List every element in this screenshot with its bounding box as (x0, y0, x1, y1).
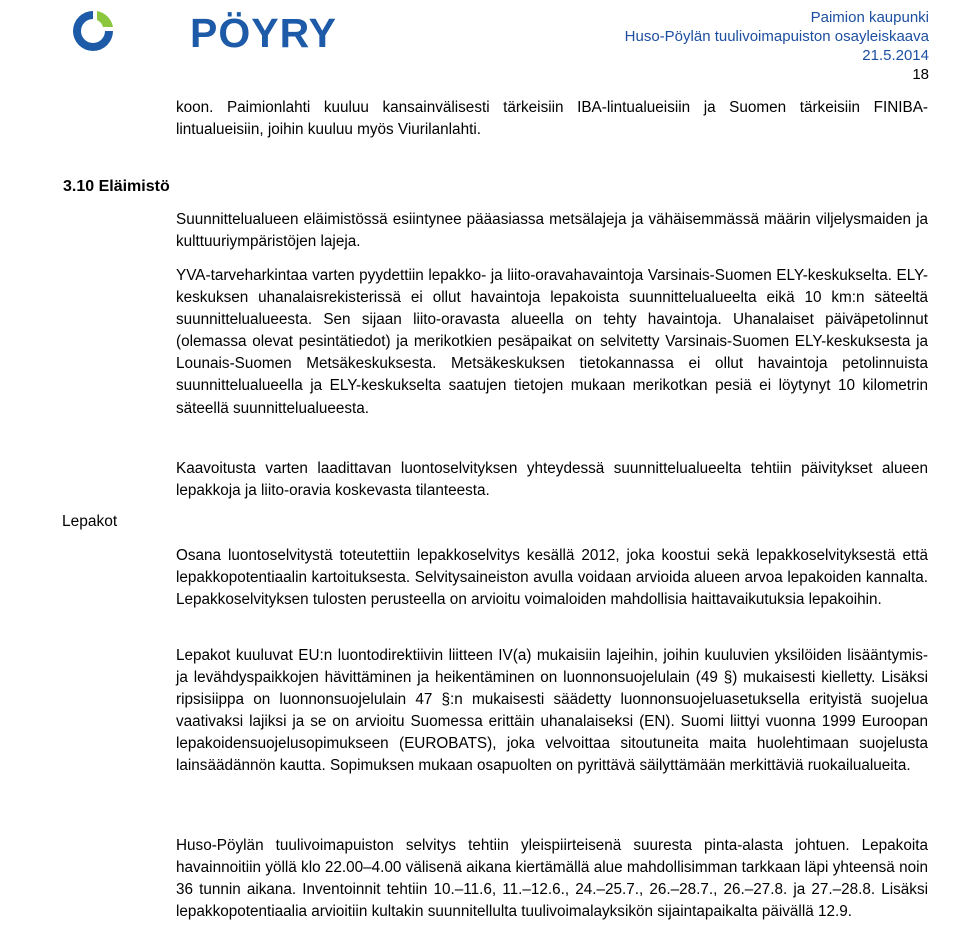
paragraph-6: Huso-Pöylän tuulivoimapuiston selvitys tehtiin yleispiirteisenä suuresta pinta-alasta johtuen. Lepakoita havainnoitiin yöllä klo 22.00–4.00 välisenä aikana kiertämällä alue mahdollisimman tarkkaan läpi yhteensä noin 36 tunnin aikana. Inventoinnit tehtiin 10.–11.6, 11.–12.6., 24.–25.7., 26.–28.7., 26.–27.8. ja 27.–28.8. Lisäksi lepakkopotentiaalia arvioitiin kultakin suunnitellulta tuulivoimalayksikön sijaintapaikalta päivällä 12.9. (176, 837, 928, 921)
paragraph-2: YVA-tarveharkintaa varten pyydettiin lepakko- ja liito-oravahavaintoja Varsinais-Suomen ELY-keskukselta. ELY-keskuksen uhanalaisrekisterissä ei ollut havaintoja lepakoista suunnittelualueelta eikä 10 km:n säteeltä suunnittelualueesta. Sen sijaan liito-oravasta alueella on tehty havaintoja. Uhanalaiset päiväpetolinnut (olemassa olevat pesintätiedot) ja merikotkien pesäpaikat on selvitetty Varsinais-Suomen ELY-keskuksesta ja Lounais-Suomen Metsäkeskuksesta. Metsäkeskuksen tietokannassa ei ollut havaintoja petolinnuista suunnittelualueella ja ELY-keskukselta saatujen tietojen mukaan merikotkan pesiä ei löytynyt 10 kilometrin säteellä suunnittelualueesta. (176, 267, 928, 417)
paragraph-3: Kaavoitusta varten laadittavan luontoselvityksen yhteydessä suunnittelualueelta tehtiin päivitykset alueen lepakkoja ja liito-oravia koskevasta tilanteesta. (176, 460, 928, 500)
page-number: 18 (912, 66, 929, 83)
document-header (625, 8, 929, 65)
paragraph-intro: koon. Paimionlahti kuuluu kansainvälisesti tärkeisiin IBA-lintualueisiin ja Suomen tärkeisiin FINIBA-lintualueisiin, joihin kuuluu myös Viurilanlahti. (176, 99, 928, 139)
poyry-logo (70, 8, 338, 56)
sidebar-label-lepakot: Lepakot (62, 513, 118, 530)
poyry-logo-icon (70, 8, 116, 54)
document-date: 21.5.2014 (862, 47, 929, 64)
logo-wordmark: PÖYRY (190, 10, 338, 56)
paragraph-4: Osana luontoselvitystä toteutettiin lepakkoselvitys kesällä 2012, joka koostui sekä lepakkoselvityksestä että lepakkopotentiaalin kartoituksesta. Selvitysaineiston avulla voidaan arvioida alueen arvoa lepakoiden kannalta. Lepakkoselvityksen tulosten perusteella on arvioitu voimaloiden mahdollisia haittavaikutuksia lepakoihin. (176, 547, 928, 609)
client-name: Paimion kaupunki (810, 9, 929, 26)
paragraph-5: Lepakot kuuluvat EU:n luontodirektiivin liitteen IV(a) mukaisiin lajeihin, joihin kuuluvien yksilöiden lisääntymis- ja levähdyspaikkojen hävittäminen ja heikentäminen on luonnonsuojelulain (49 §) mukaisesti kielletty. Lisäksi ripsisiippa on luonnonsuojelulain 47 §:n mukaisesti säädetty luonnonsuojeluasetuksella erityistä suojelua vaativaksi lajiksi ja se on arvioitu Suomessa erittäin uhanalaiseksi (EN). Suomi liittyi vuonna 1999 Euroopan lepakoidensuojelusopimukseen (EUROBATS), joka velvoittaa sitoutuneita maita huolehtimaan suojelusta lainsäädännön kautta. Sopimuksen mukaan osapuolten on pyrittävä säilyttämään merkittäviä ruokailualueita. (176, 647, 928, 775)
section-heading: 3.10 Eläimistö (63, 178, 170, 195)
project-title: Huso-Pöylän tuulivoimapuiston osayleiskaava (624, 28, 929, 45)
paragraph-1: Suunnittelualueen eläimistössä esiintynee pääasiassa metsälajeja ja vähäisemmässä määrin viljelysmaiden ja kulttuuriympäristöjen lajeja. (176, 211, 928, 251)
